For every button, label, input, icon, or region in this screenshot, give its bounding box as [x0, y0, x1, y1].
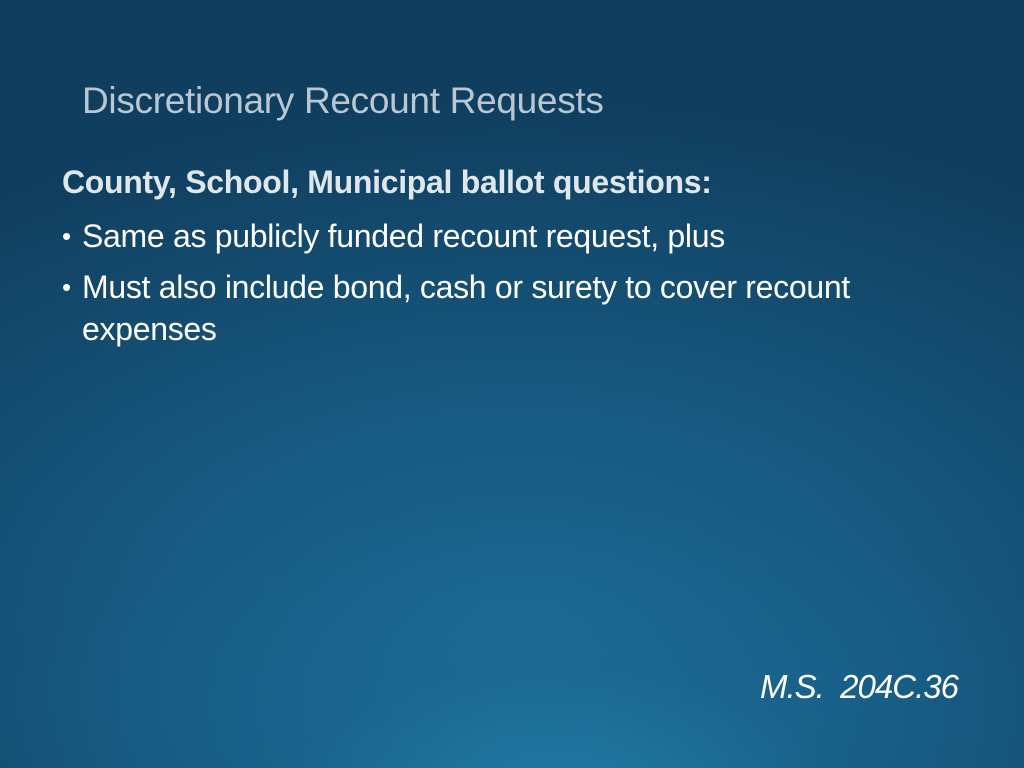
bullet-item-2	[62, 266, 882, 350]
bullet-marker: •	[62, 221, 71, 251]
slide-body	[62, 158, 882, 350]
bullet-marker: •	[62, 272, 71, 302]
section-heading: County, School, Municipal ballot questions:	[62, 164, 712, 200]
bullet-text: Must also include bond, cash or surety to cover recount expenses	[82, 269, 850, 347]
statute-citation: M.S. 204C.36	[760, 668, 958, 705]
bullet-item-1	[62, 215, 882, 257]
bullet-text: Same as publicly funded recount request, plus	[82, 218, 725, 254]
slide-title: Discretionary Recount Requests	[82, 80, 604, 121]
